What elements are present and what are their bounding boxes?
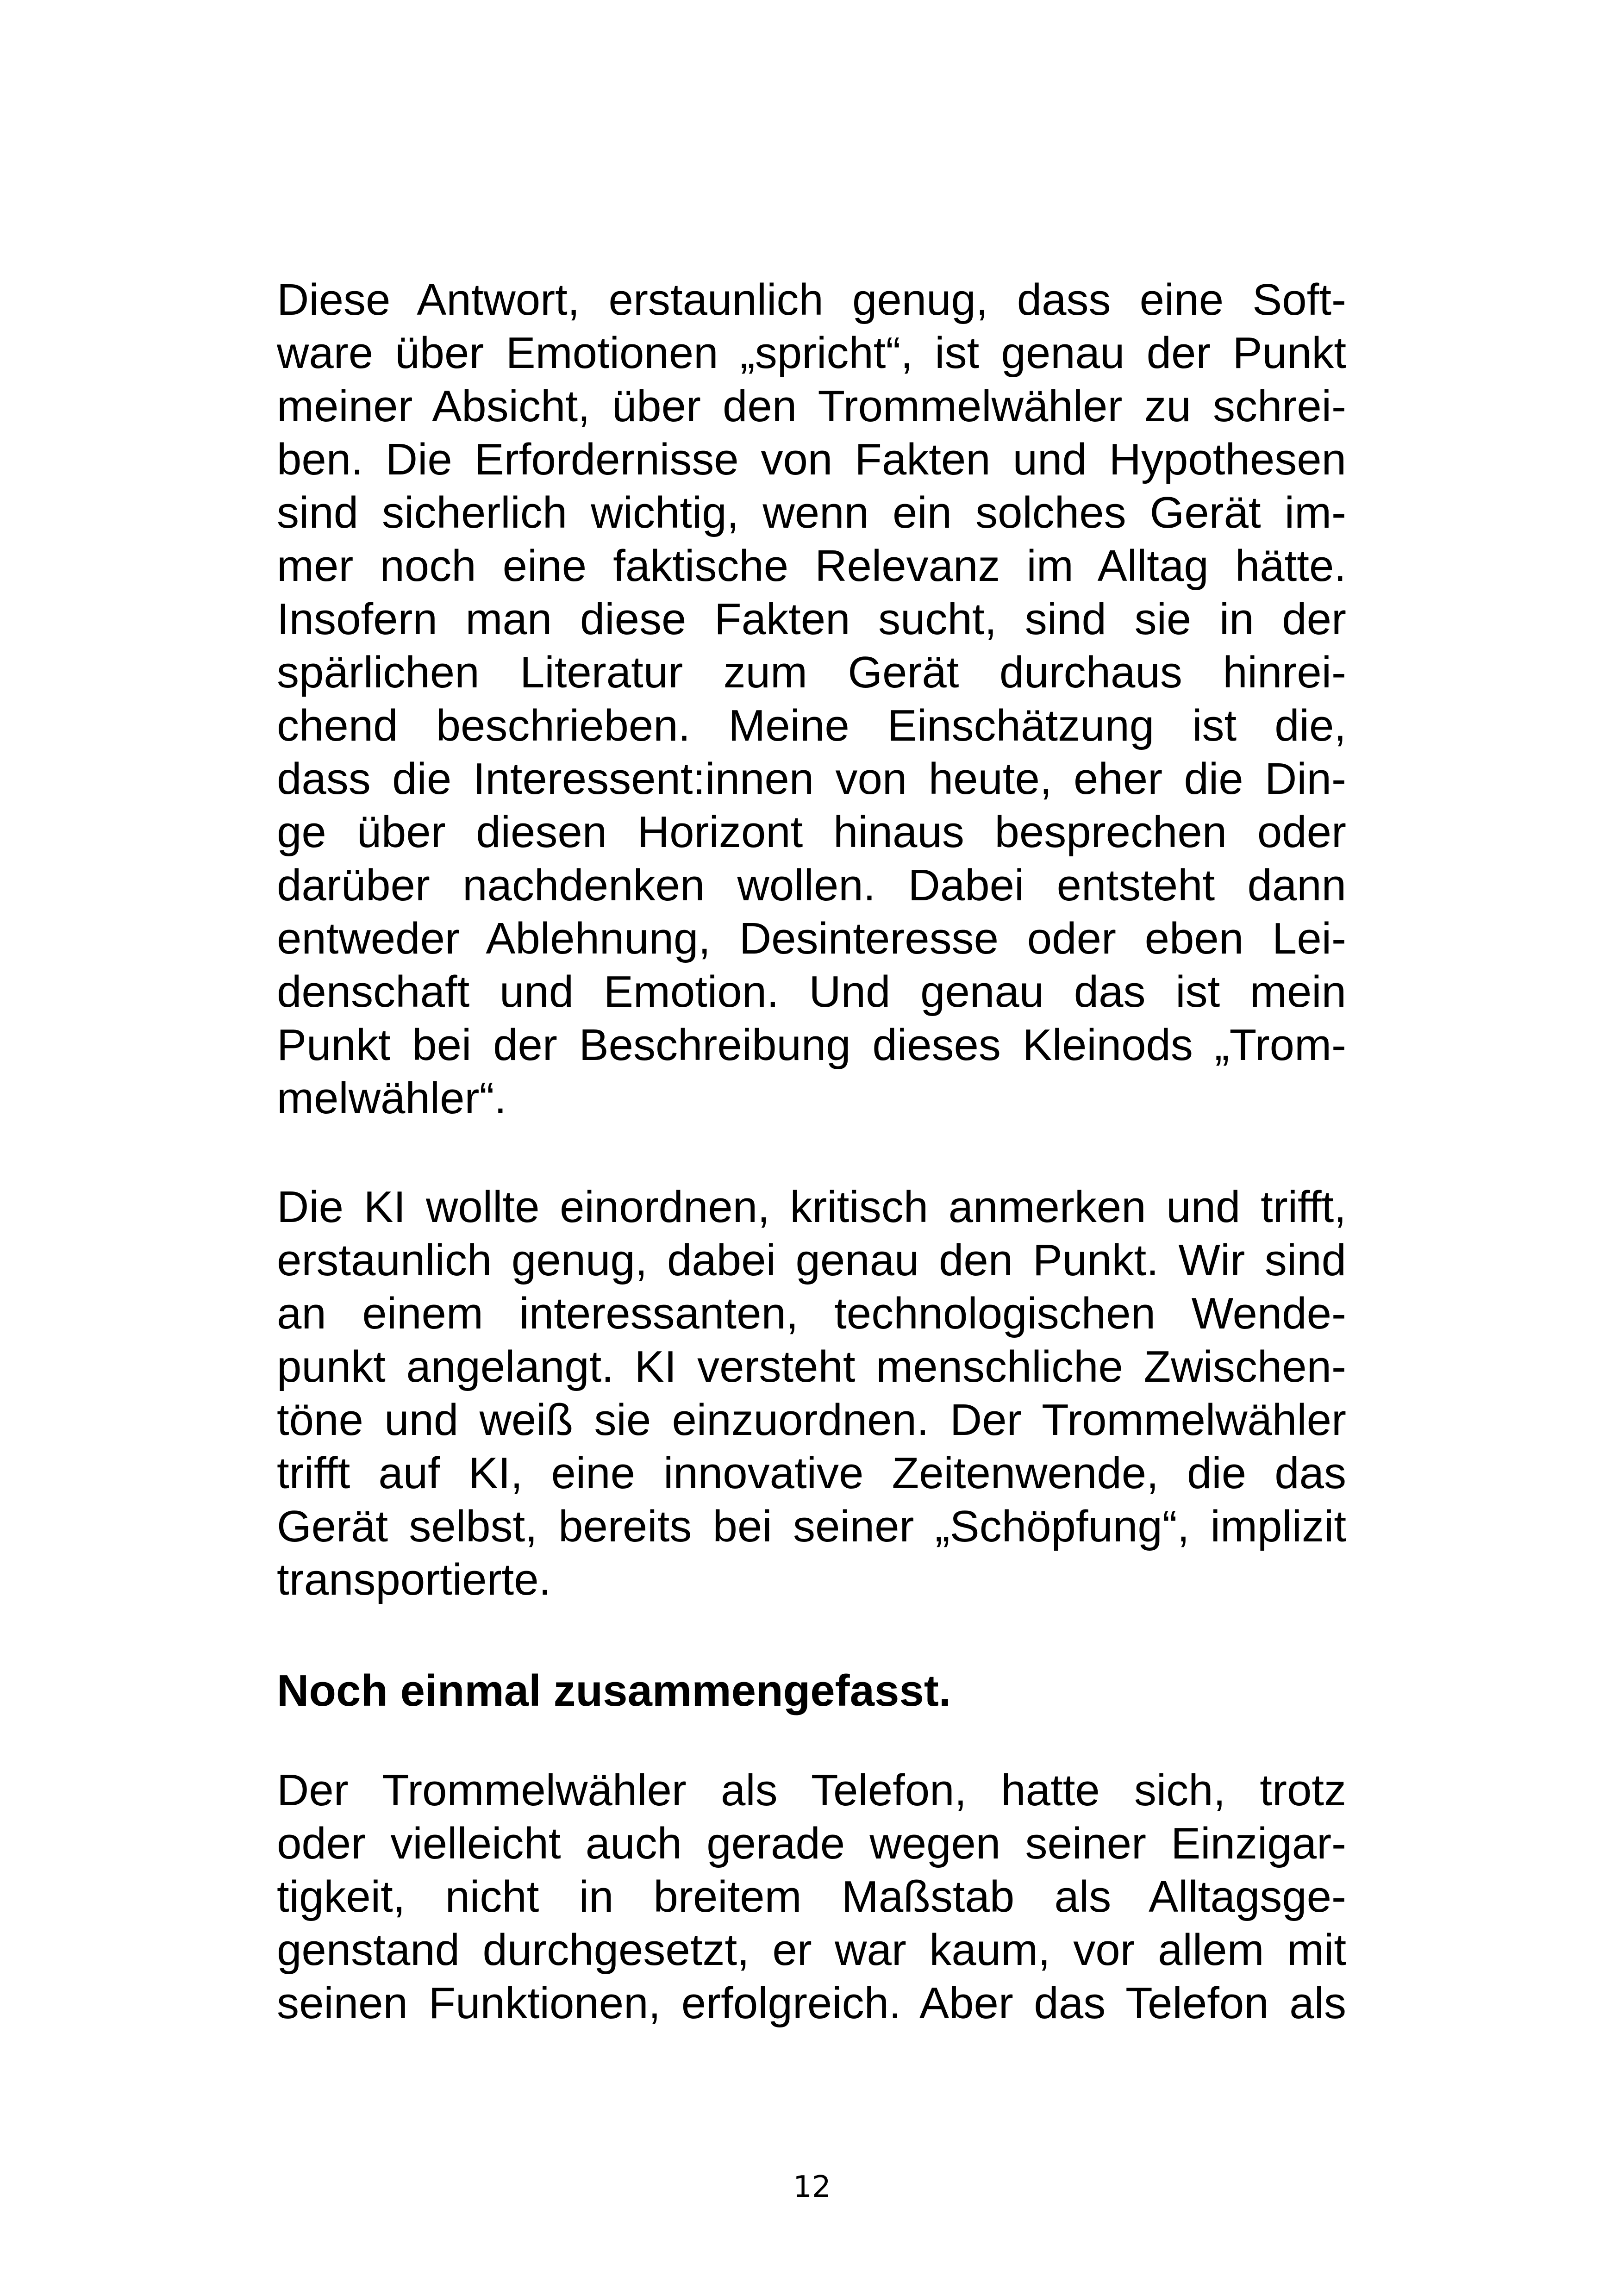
- paragraph-2-line: Die KI wollte einordnen, kritisch anmerken und trifft,: [277, 1182, 1346, 1232]
- paragraph-1-line: entweder Ablehnung, Desinteresse oder eben Lei-: [277, 914, 1346, 963]
- paragraph-1-line: denschaft und Emotion. Und genau das ist mein: [277, 967, 1346, 1017]
- section-heading: Noch einmal zusammengefasst.: [277, 1666, 951, 1715]
- paragraph-1-line: dass die Interessent:innen von heute, eher die Din-: [277, 754, 1346, 804]
- paragraph-1-line: spärlichen Literatur zum Gerät durchaus hinrei-: [277, 648, 1346, 697]
- paragraph-1-line: chend beschrieben. Meine Einschätzung ist die,: [277, 701, 1346, 750]
- paragraph-2-line: transportierte.: [277, 1555, 551, 1604]
- paragraph-2-line: trifft auf KI, eine innovative Zeitenwende, die das: [277, 1448, 1346, 1498]
- paragraph-1-line: ben. Die Erfordernisse von Fakten und Hypothesen: [277, 435, 1346, 484]
- paragraph-2-line: erstaunlich genug, dabei genau den Punkt. Wir sind: [277, 1235, 1346, 1285]
- paragraph-2-line: Gerät selbst, bereits bei seiner „Schöpfung“, implizit: [277, 1502, 1346, 1551]
- page-number: 12: [793, 2170, 831, 2204]
- paragraph-2-line: an einem interessanten, technologischen Wende-: [277, 1289, 1346, 1338]
- paragraph-1-line: melwähler“.: [277, 1073, 507, 1123]
- paragraph-3-line: tigkeit, nicht in breitem Maßstab als Alltagsge-: [277, 1872, 1346, 1921]
- paragraph-1-line: Diese Antwort, erstaunlich genug, dass eine Soft-: [277, 275, 1346, 324]
- paragraph-1-line: sind sicherlich wichtig, wenn ein solches Gerät im-: [277, 488, 1346, 537]
- paragraph-3-line: oder vielleicht auch gerade wegen seiner Einzigar-: [277, 1819, 1346, 1868]
- paragraph-1-line: mer noch eine faktische Relevanz im Alltag hätte.: [277, 541, 1346, 591]
- paragraph-1-line: ware über Emotionen „spricht“, ist genau der Punkt: [277, 328, 1346, 378]
- paragraph-1-line: meiner Absicht, über den Trommelwähler zu schrei-: [277, 381, 1346, 431]
- paragraph-3-line: Der Trommelwähler als Telefon, hatte sich, trotz: [277, 1765, 1346, 1815]
- paragraph-1-line: Punkt bei der Beschreibung dieses Kleinods „Trom-: [277, 1020, 1346, 1070]
- paragraph-2-line: töne und weiß sie einzuordnen. Der Trommelwähler: [277, 1395, 1346, 1445]
- paragraph-1-line: Insofern man diese Fakten sucht, sind sie in der: [277, 594, 1346, 644]
- paragraph-3-line: seinen Funktionen, erfolgreich. Aber das Telefon als: [277, 1978, 1346, 2028]
- paragraph-1-line: ge über diesen Horizont hinaus besprechen oder: [277, 807, 1346, 857]
- paragraph-2-line: punkt angelangt. KI versteht menschliche Zwischen-: [277, 1342, 1346, 1391]
- paragraph-1-line: darüber nachdenken wollen. Dabei entsteht dann: [277, 861, 1346, 910]
- paragraph-3-line: genstand durchgesetzt, er war kaum, vor allem mit: [277, 1925, 1346, 1975]
